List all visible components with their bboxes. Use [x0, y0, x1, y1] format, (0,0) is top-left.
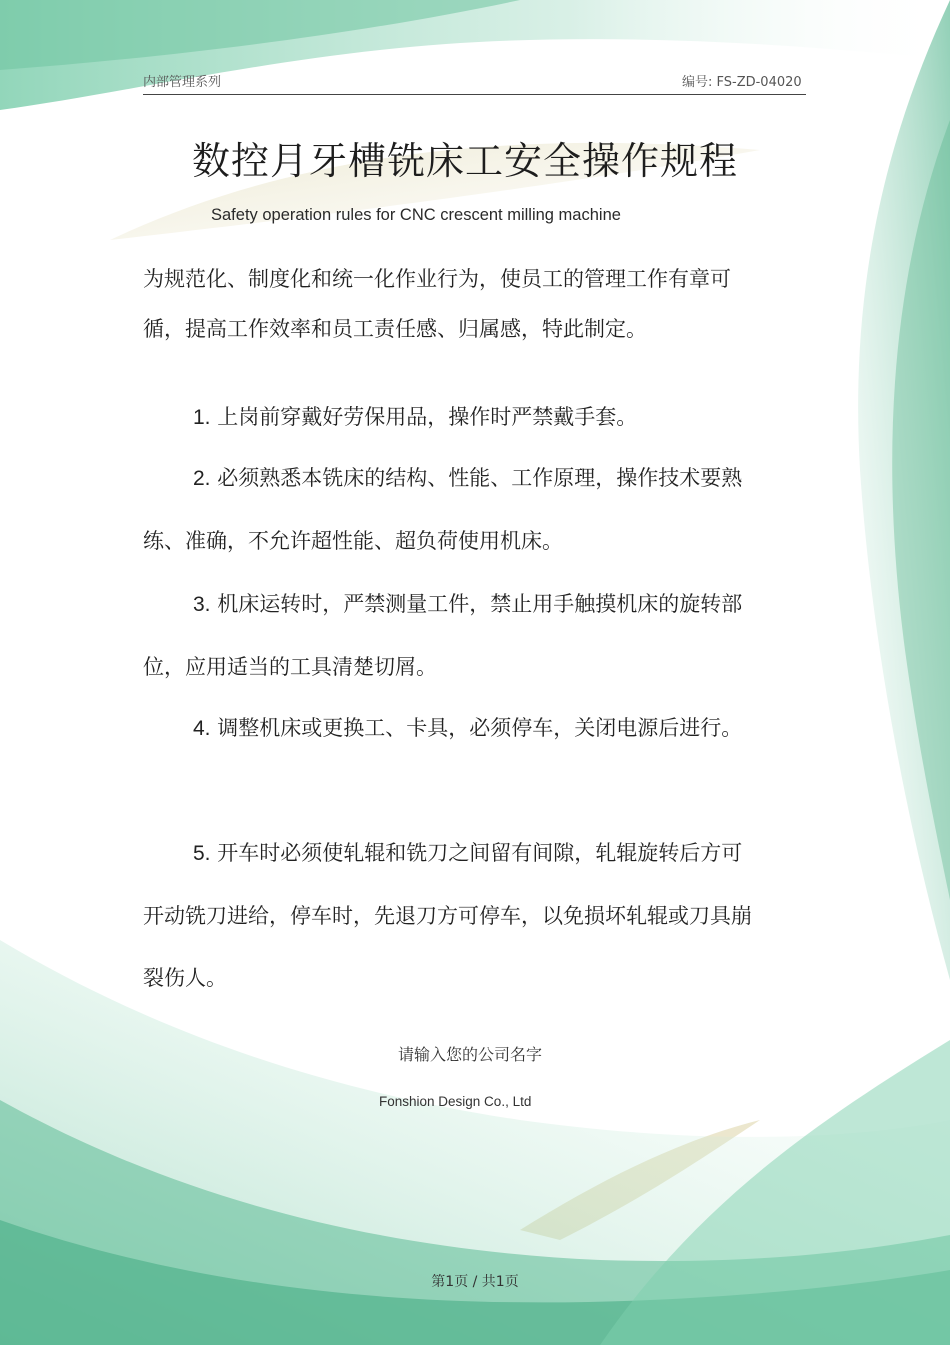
intro-paragraph: 为规范化、制度化和统一化作业行为，使员工的管理工作有章可循，提高工作效率和员工责任感、归属感，特此制定。 [143, 267, 731, 341]
rule-number: 2. [193, 467, 211, 490]
rule-item-5 [143, 822, 753, 1009]
page-number: 第1页 / 共1页 [431, 1274, 519, 1290]
rule-number: 1. [193, 406, 211, 429]
page-subtitle: Safety operation rules for CNC crescent milling machine [211, 206, 621, 224]
rule-item-4 [143, 697, 753, 760]
rule-number: 3. [193, 593, 211, 616]
rule-text: 开车时必须使轧辊和铣刀之间留有间隙，轧辊旋转后方可开动铣刀进给，停车时，先退刀方可停车，以免损坏轧辊或刀具崩裂伤人。 [143, 841, 752, 990]
rule-text: 上岗前穿戴好劳保用品，操作时严禁戴手套。 [217, 405, 638, 429]
company-name-cn: 请输入您的公司名字 [397, 1045, 542, 1064]
header-series: 内部管理系列 [143, 75, 222, 90]
page-title: 数控月牙槽铣床工安全操作规程 [191, 139, 738, 183]
header-divider [143, 94, 806, 95]
rule-number: 5. [193, 842, 211, 865]
rule-number: 4. [193, 717, 211, 740]
rule-item-3 [143, 573, 753, 698]
rule-text: 机床运转时，严禁测量工件，禁止用手触摸机床的旋转部位，应用适当的工具清楚切屑。 [143, 592, 743, 679]
rule-item-1 [143, 386, 753, 449]
rule-text: 必须熟悉本铣床的结构、性能、工作原理，操作技术要熟练、准确，不允许超性能、超负荷使用机床。 [143, 466, 743, 553]
header-doc-number: 编号: FS-ZD-04020 [682, 75, 802, 90]
company-name-en: Fonshion Design Co., Ltd [379, 1094, 532, 1109]
rule-item-2 [143, 447, 753, 572]
rule-text: 调整机床或更换工、卡具，必须停车，关闭电源后进行。 [217, 716, 743, 740]
